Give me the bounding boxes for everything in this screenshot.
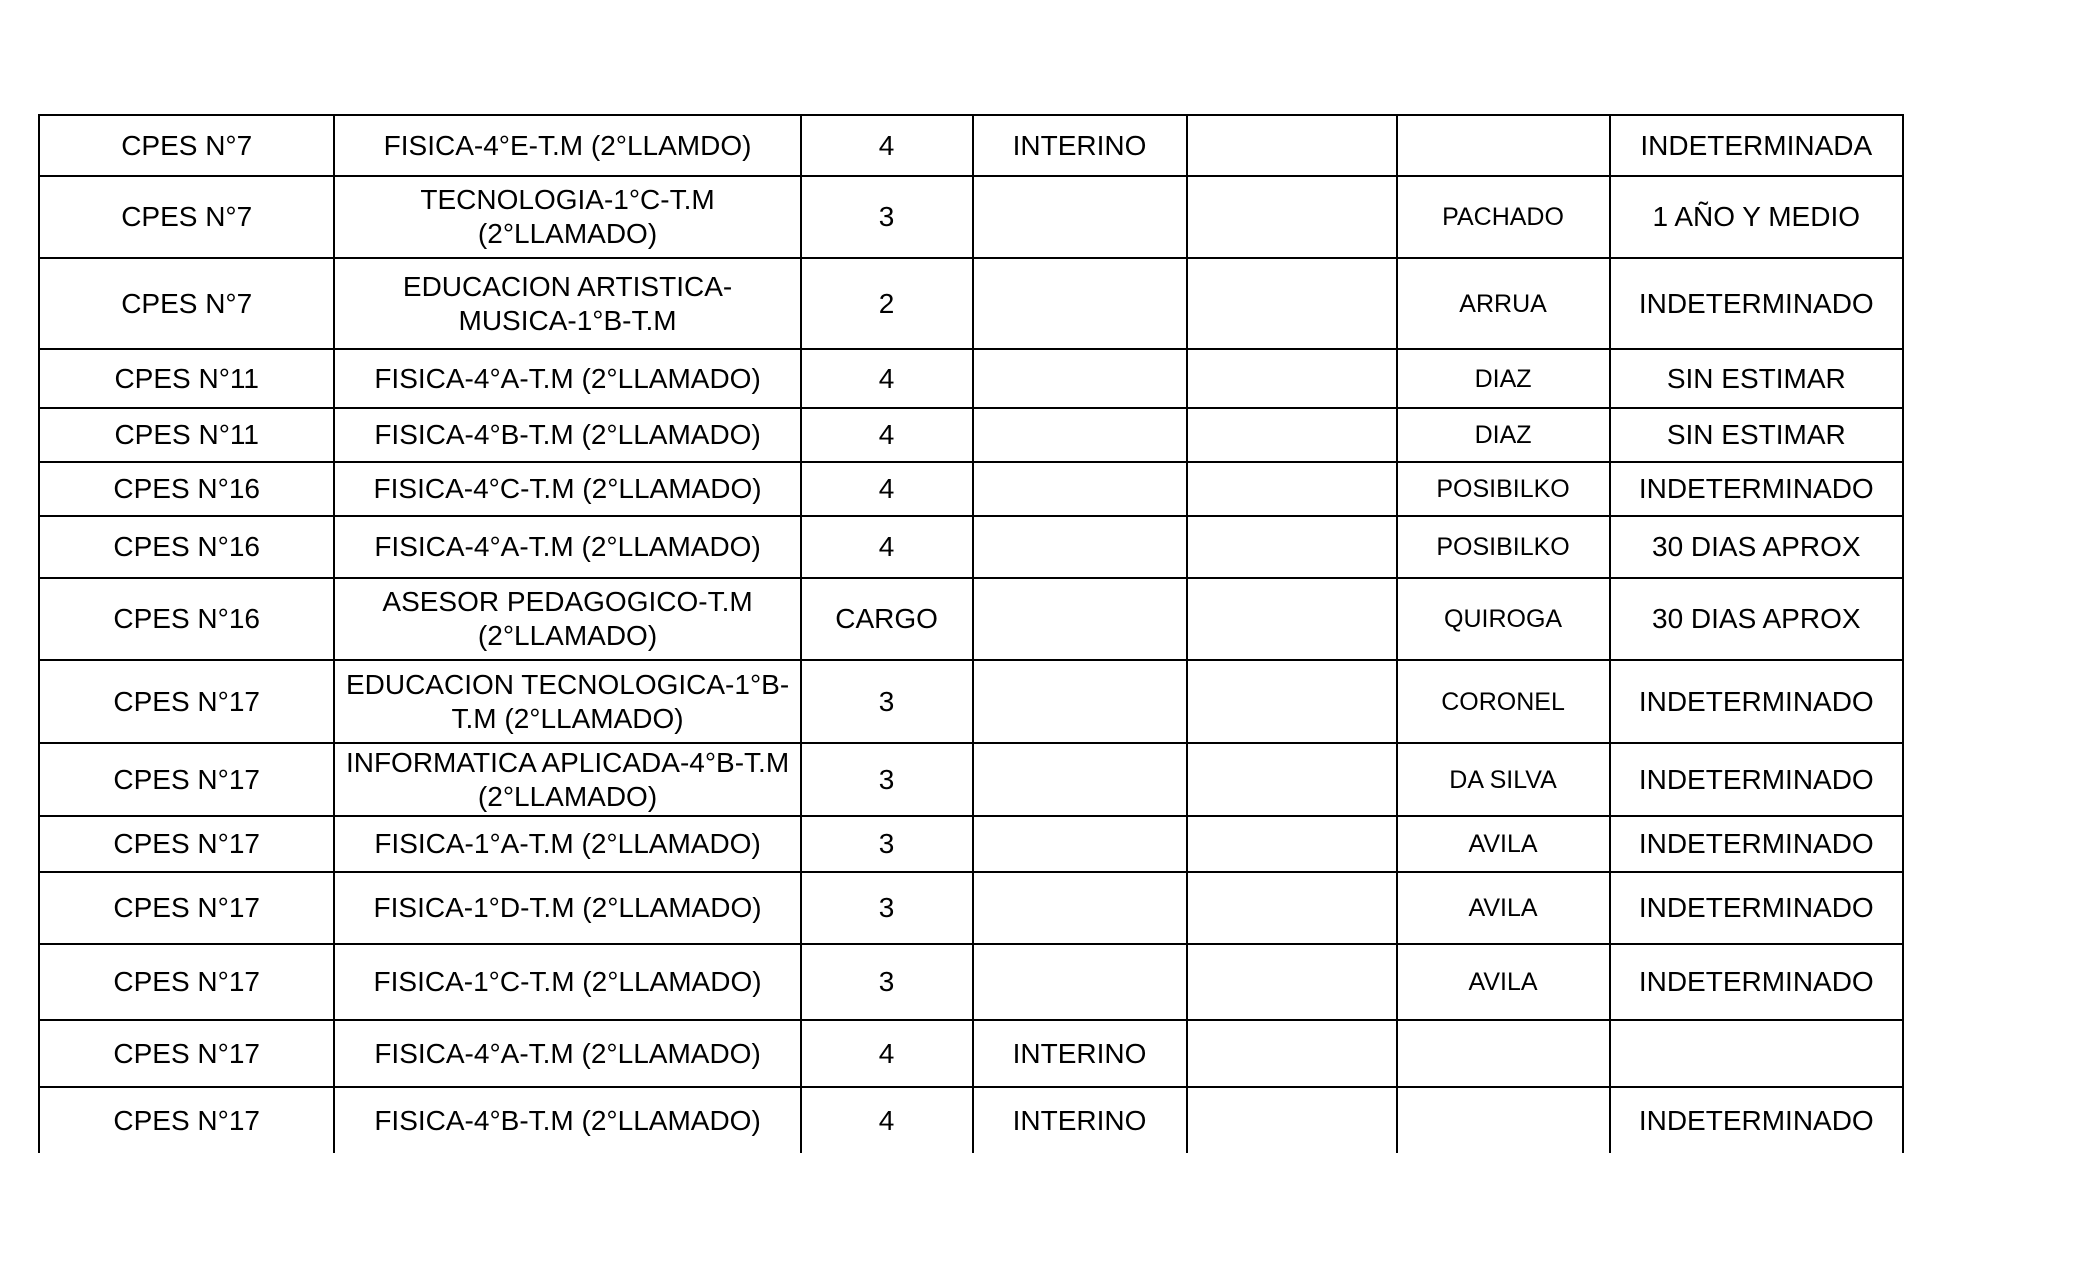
empty-cell [1187, 743, 1397, 816]
teacher-name-cell: PACHADO [1397, 176, 1610, 258]
table-row [39, 1020, 1903, 1087]
duration-cell: 30 DIAS APROX [1610, 578, 1903, 660]
school-cell: CPES N°17 [39, 743, 334, 816]
hours-cell: 3 [801, 816, 973, 872]
school-cell: CPES N°11 [39, 349, 334, 408]
status-cell: INTERINO [973, 1020, 1187, 1087]
status-cell [973, 944, 1187, 1020]
hours-cell: 2 [801, 258, 973, 349]
empty-cell [1187, 258, 1397, 349]
empty-cell [1187, 816, 1397, 872]
empty-cell [1187, 408, 1397, 462]
table-row [39, 516, 1903, 578]
school-cell: CPES N°16 [39, 516, 334, 578]
teacher-name-cell [1397, 1020, 1610, 1087]
empty-cell [1187, 872, 1397, 944]
table-row [39, 408, 1903, 462]
school-cell: CPES N°17 [39, 944, 334, 1020]
duration-cell: INDETERMINADO [1610, 944, 1903, 1020]
school-cell: CPES N°16 [39, 462, 334, 516]
teacher-name-cell: POSIBILKO [1397, 462, 1610, 516]
table-row [39, 258, 1903, 349]
status-cell [973, 816, 1187, 872]
school-cell: CPES N°17 [39, 1020, 334, 1087]
status-cell [973, 462, 1187, 516]
teacher-name-cell: CORONEL [1397, 660, 1610, 743]
subject-cell: TECNOLOGIA-1°C-T.M (2°LLAMADO) [334, 176, 800, 258]
empty-cell [1187, 516, 1397, 578]
duration-cell: 1 AÑO Y MEDIO [1610, 176, 1903, 258]
subject-cell: FISICA-4°E-T.M (2°LLAMDO) [334, 115, 800, 176]
subject-cell: FISICA-4°B-T.M (2°LLAMADO) [334, 408, 800, 462]
subject-cell: FISICA-4°B-T.M (2°LLAMADO) [334, 1087, 800, 1153]
subject-cell: EDUCACION ARTISTICA-MUSICA-1°B-T.M [334, 258, 800, 349]
hours-cell: 3 [801, 872, 973, 944]
table-row [39, 578, 1903, 660]
table-row [39, 743, 1903, 816]
school-cell: CPES N°7 [39, 258, 334, 349]
duration-cell [1610, 1020, 1903, 1087]
hours-cell: 4 [801, 1087, 973, 1153]
subject-cell: FISICA-4°C-T.M (2°LLAMADO) [334, 462, 800, 516]
teacher-name-cell: AVILA [1397, 944, 1610, 1020]
hours-cell: CARGO [801, 578, 973, 660]
table-body [39, 115, 1903, 1153]
empty-cell [1187, 115, 1397, 176]
school-cell: CPES N°7 [39, 115, 334, 176]
duration-cell: INDETERMINADO [1610, 258, 1903, 349]
school-cell: CPES N°7 [39, 176, 334, 258]
status-cell [973, 176, 1187, 258]
empty-cell [1187, 660, 1397, 743]
teacher-name-cell [1397, 115, 1610, 176]
table-row [39, 660, 1903, 743]
school-cell: CPES N°17 [39, 660, 334, 743]
table-row [39, 176, 1903, 258]
subject-cell: FISICA-4°A-T.M (2°LLAMADO) [334, 516, 800, 578]
duration-cell: SIN ESTIMAR [1610, 408, 1903, 462]
hours-cell: 4 [801, 516, 973, 578]
school-cell: CPES N°17 [39, 816, 334, 872]
subject-cell: FISICA-1°C-T.M (2°LLAMADO) [334, 944, 800, 1020]
vacancies-table [38, 114, 1904, 1153]
status-cell [973, 258, 1187, 349]
status-cell: INTERINO [973, 1087, 1187, 1153]
status-cell [973, 660, 1187, 743]
teacher-name-cell: QUIROGA [1397, 578, 1610, 660]
hours-cell: 3 [801, 176, 973, 258]
duration-cell: INDETERMINADO [1610, 872, 1903, 944]
duration-cell: INDETERMINADO [1610, 1087, 1903, 1153]
table-row [39, 462, 1903, 516]
empty-cell [1187, 462, 1397, 516]
subject-cell: FISICA-1°D-T.M (2°LLAMADO) [334, 872, 800, 944]
school-cell: CPES N°17 [39, 1087, 334, 1153]
duration-cell: INDETERMINADO [1610, 743, 1903, 816]
table-row [39, 872, 1903, 944]
status-cell [973, 578, 1187, 660]
hours-cell: 4 [801, 1020, 973, 1087]
duration-cell: INDETERMINADO [1610, 816, 1903, 872]
school-cell: CPES N°11 [39, 408, 334, 462]
hours-cell: 4 [801, 462, 973, 516]
hours-cell: 3 [801, 743, 973, 816]
subject-cell: FISICA-4°A-T.M (2°LLAMADO) [334, 1020, 800, 1087]
empty-cell [1187, 944, 1397, 1020]
teacher-name-cell: DIAZ [1397, 408, 1610, 462]
duration-cell: INDETERMINADA [1610, 115, 1903, 176]
duration-cell: 30 DIAS APROX [1610, 516, 1903, 578]
subject-cell: EDUCACION TECNOLOGICA-1°B-T.M (2°LLAMADO) [334, 660, 800, 743]
duration-cell: SIN ESTIMAR [1610, 349, 1903, 408]
status-cell [973, 408, 1187, 462]
school-cell: CPES N°16 [39, 578, 334, 660]
empty-cell [1187, 578, 1397, 660]
duration-cell: INDETERMINADO [1610, 462, 1903, 516]
teacher-name-cell: DIAZ [1397, 349, 1610, 408]
table-row [39, 816, 1903, 872]
status-cell [973, 516, 1187, 578]
table-row [39, 349, 1903, 408]
empty-cell [1187, 349, 1397, 408]
teacher-name-cell [1397, 1087, 1610, 1153]
status-cell [973, 349, 1187, 408]
empty-cell [1187, 176, 1397, 258]
subject-cell: FISICA-1°A-T.M (2°LLAMADO) [334, 816, 800, 872]
hours-cell: 4 [801, 408, 973, 462]
duration-cell: INDETERMINADO [1610, 660, 1903, 743]
empty-cell [1187, 1087, 1397, 1153]
table-row [39, 115, 1903, 176]
subject-cell: ASESOR PEDAGOGICO-T.M (2°LLAMADO) [334, 578, 800, 660]
teacher-name-cell: AVILA [1397, 872, 1610, 944]
hours-cell: 4 [801, 349, 973, 408]
hours-cell: 3 [801, 660, 973, 743]
hours-cell: 3 [801, 944, 973, 1020]
status-cell [973, 872, 1187, 944]
empty-cell [1187, 1020, 1397, 1087]
subject-cell: FISICA-4°A-T.M (2°LLAMADO) [334, 349, 800, 408]
status-cell [973, 743, 1187, 816]
subject-cell: INFORMATICA APLICADA-4°B-T.M (2°LLAMADO) [334, 743, 800, 816]
table-row [39, 944, 1903, 1020]
status-cell: INTERINO [973, 115, 1187, 176]
school-cell: CPES N°17 [39, 872, 334, 944]
hours-cell: 4 [801, 115, 973, 176]
teacher-name-cell: AVILA [1397, 816, 1610, 872]
teacher-name-cell: DA SILVA [1397, 743, 1610, 816]
teacher-name-cell: POSIBILKO [1397, 516, 1610, 578]
teacher-name-cell: ARRUA [1397, 258, 1610, 349]
table-row [39, 1087, 1903, 1153]
